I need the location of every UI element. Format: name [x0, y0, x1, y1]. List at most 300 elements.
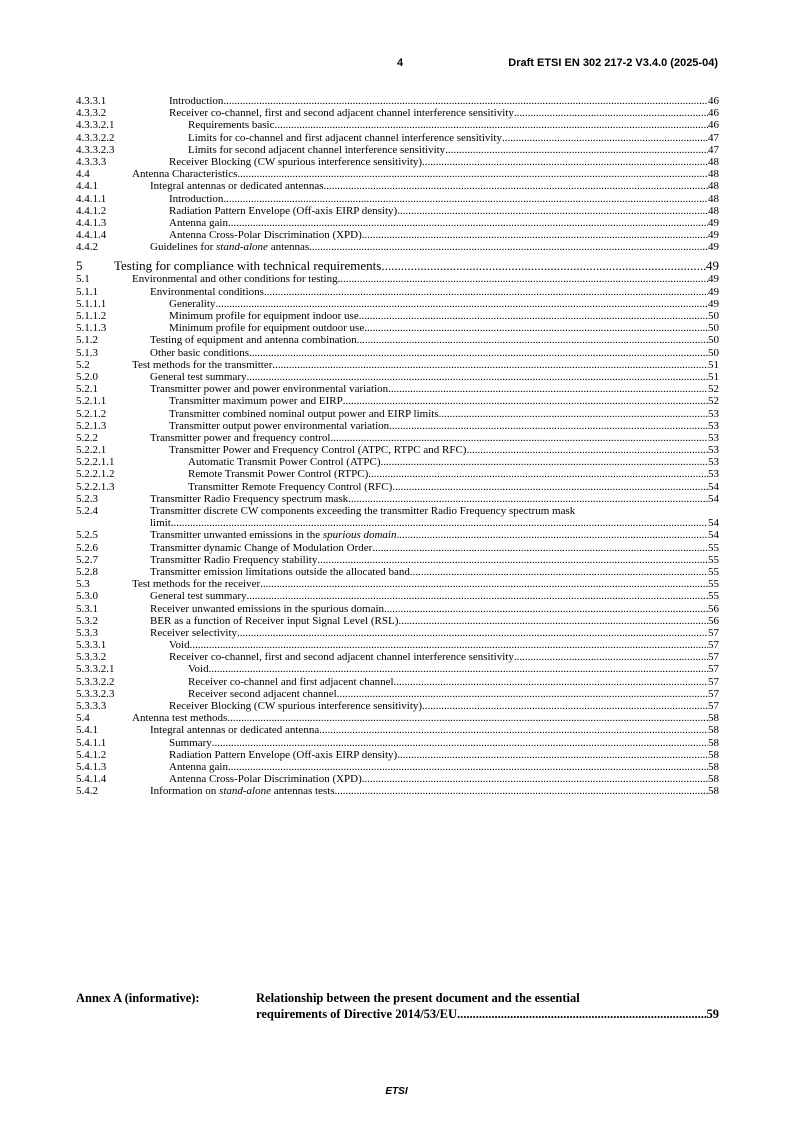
- toc-entry-title-text: Transmitter combined nominal output power and EIRP limits: [169, 407, 439, 420]
- toc-leader-dots: [514, 651, 708, 663]
- toc-entry-title-text: Transmitter power and power environmental variation: [150, 383, 389, 396]
- toc-page-number: 49: [708, 241, 719, 254]
- toc-entry-title: [150, 517, 171, 529]
- toc-page-number: 50: [708, 334, 719, 347]
- toc-entry-title-text: Integral antennas or dedicated antennas: [150, 180, 324, 193]
- toc-entry-title: [132, 359, 272, 371]
- toc-entry-number: 5.3.3.1: [76, 639, 107, 652]
- toc-page-number: 53: [708, 456, 719, 469]
- toc-entry[interactable]: [76, 107, 719, 119]
- toc-page-number: 48: [708, 180, 719, 193]
- toc-entry-title: [150, 505, 575, 517]
- toc-entry-title-text: Receiver Blocking (CW spurious interference sensitivity): [169, 155, 423, 168]
- toc-page-number: 48: [708, 168, 719, 181]
- toc-entry-title: [150, 785, 335, 797]
- toc-leader-dots: [317, 554, 708, 566]
- toc-entry-number: 4.4.1.1: [76, 192, 107, 205]
- toc-entry-title: [169, 310, 359, 322]
- toc-entry-title: [150, 566, 410, 578]
- toc-entry-title: [150, 383, 388, 395]
- toc-entry[interactable]: [76, 119, 719, 131]
- toc-entry-number: 4.4.1: [76, 180, 98, 193]
- toc-entry-title: [150, 180, 323, 192]
- toc-entry-number: 4.3.3.3: [76, 155, 107, 168]
- toc-entry-title: [132, 168, 237, 180]
- toc-entry[interactable]: [76, 615, 719, 627]
- toc-leader-dots: [364, 322, 708, 334]
- toc-entry[interactable]: [76, 773, 719, 785]
- toc-entry-number: 5.2.2.1.2: [76, 468, 115, 481]
- toc-page-number: 58: [708, 724, 719, 737]
- toc-entry-title-italic: spurious domain: [322, 529, 397, 542]
- toc-entry[interactable]: [76, 529, 719, 541]
- toc-page-number: 49: [708, 285, 719, 298]
- toc-entry[interactable]: [76, 456, 719, 468]
- toc-page-number: 53: [708, 468, 719, 481]
- toc-entry-number: 5.2.3: [76, 492, 98, 505]
- page-number: 4: [397, 57, 404, 69]
- toc-entry[interactable]: [76, 676, 719, 688]
- toc-entry[interactable]: [76, 639, 719, 651]
- toc-entry-title-text: Transmitter emission limitations outside the allocated band: [150, 565, 410, 578]
- toc-entry[interactable]: [76, 180, 719, 192]
- toc-entry[interactable]: [76, 542, 719, 554]
- toc-page-number: 53: [708, 444, 719, 457]
- toc-leader-dots: [368, 468, 708, 480]
- toc-leader-dots: [309, 241, 708, 253]
- toc-entry-title: [114, 258, 381, 273]
- toc-entry[interactable]: [76, 144, 719, 156]
- toc-entry[interactable]: [76, 554, 719, 566]
- toc-leader-dots: [223, 95, 708, 107]
- toc-entry-title-text: Transmitter dynamic Change of Modulation Order: [150, 541, 373, 554]
- toc-entry-number: 5.3: [76, 578, 90, 591]
- toc-leader-dots: [264, 286, 708, 298]
- toc-entry-title-text: Receiver co-channel, first and second adjacent channel interference sensitivity: [169, 651, 514, 664]
- toc-entry-title-text: Test methods for the transmitter: [132, 358, 273, 371]
- toc-entry-number: 5.3.1: [76, 602, 98, 615]
- toc-entry-title-text: Receiver co-channel and first adjacent channel: [188, 675, 394, 688]
- toc-leader-dots: [384, 603, 708, 615]
- toc-entry-title-italic: stand-alone: [215, 241, 268, 254]
- toc-entry[interactable]: [76, 700, 719, 712]
- toc-entry-title: [169, 761, 228, 773]
- toc-entry-title-text: Antenna gain: [169, 760, 228, 773]
- toc-entry-title-text: Guidelines for: [150, 241, 216, 254]
- toc-leader-dots: [466, 444, 708, 456]
- toc-entry-title-text: Summary: [169, 736, 212, 749]
- toc-entry[interactable]: [76, 205, 719, 217]
- toc-entry-title: [169, 639, 190, 651]
- toc-entry[interactable]: [76, 156, 719, 168]
- toc-leader-dots: [209, 663, 708, 675]
- toc-entry-number: 5.4.1.3: [76, 760, 107, 773]
- toc-entry[interactable]: [76, 603, 719, 615]
- toc-entry[interactable]: [76, 298, 719, 310]
- toc-entry-title-text: Limits for co-channel and first adjacent channel interference sensitivity: [188, 131, 502, 144]
- toc-page-number: 48: [708, 192, 719, 205]
- toc-entry-title: [169, 444, 466, 456]
- toc-leader-dots: [237, 168, 708, 180]
- toc-leader-dots: [212, 737, 708, 749]
- toc-entry-title-text: Introduction: [169, 95, 224, 107]
- toc-entry-title: [169, 700, 422, 712]
- toc-entry-number: 4.4: [76, 168, 90, 181]
- toc-entry-title: [169, 322, 364, 334]
- toc-entry-title: [150, 554, 317, 566]
- toc-page-number: 54: [708, 529, 719, 542]
- toc-leader-dots: [215, 298, 708, 310]
- toc-page-number: 57: [708, 700, 719, 712]
- toc-entry-title-text: Void: [169, 639, 190, 652]
- toc-entry-title-text: Transmitter output power environmental variation: [169, 419, 390, 432]
- toc-entry-title: [150, 724, 319, 736]
- toc-entry[interactable]: [76, 432, 719, 444]
- toc-entry-title: [132, 712, 227, 724]
- toc-entry[interactable]: [76, 286, 719, 298]
- toc-page-number: 54: [708, 517, 719, 530]
- toc-entry-title-text: General test summary: [150, 590, 247, 603]
- toc-page-number: 57: [708, 663, 719, 676]
- toc-entry-title-text: Transmitter discrete CW components exceeding the transmitter Radio Frequency spectrum mask: [150, 505, 576, 517]
- toc-entry-title: [150, 529, 397, 541]
- toc-page-number: 54: [708, 492, 719, 505]
- toc-entry[interactable]: [76, 371, 719, 383]
- toc-entry-title: [188, 119, 274, 131]
- toc-entry[interactable]: [76, 663, 719, 675]
- toc-entry-title: [188, 663, 209, 675]
- toc-entry[interactable]: [76, 322, 719, 334]
- toc-page-number: 56: [708, 614, 719, 627]
- toc-annex-entry[interactable]: [76, 990, 719, 1022]
- toc-entry[interactable]: [76, 481, 719, 493]
- toc-entry-title: [150, 334, 357, 346]
- toc-leader-dots: [359, 310, 708, 322]
- toc-entry-title: [169, 205, 397, 217]
- toc-entry-title: [150, 286, 264, 298]
- toc-entry-title: [169, 408, 439, 420]
- toc-entry-title: [150, 241, 309, 253]
- toc-entry-title: [150, 590, 247, 602]
- toc-entry[interactable]: [76, 310, 719, 322]
- toc-entry[interactable]: [76, 785, 719, 797]
- toc-entry-title-text: Antenna Characteristics: [132, 168, 238, 181]
- toc-leader-dots: [260, 578, 708, 590]
- toc-entry-title: [169, 737, 212, 749]
- annex-title-line2: [256, 1006, 719, 1022]
- toc-entry-title-text: Antenna test methods: [132, 712, 228, 725]
- toc-page-number: 46: [708, 95, 719, 107]
- toc-entry[interactable]: [76, 724, 719, 736]
- toc-leader-dots: [319, 724, 708, 736]
- toc-entry[interactable]: [76, 688, 719, 700]
- toc-leader-dots: [337, 688, 708, 700]
- toc-page-number: 50: [708, 346, 719, 359]
- toc-leader-dots: [439, 408, 708, 420]
- toc-entry-title-text: Environmental and other conditions for testing: [132, 273, 338, 286]
- toc-entry-number: 5.2.1: [76, 383, 98, 396]
- toc-entry-number: 4.4.1.4: [76, 229, 107, 242]
- toc-entry-number: 5.1.2: [76, 334, 98, 347]
- toc-entry[interactable]: [76, 241, 719, 253]
- toc-entry-title: [132, 273, 338, 285]
- toc-entry[interactable]: [76, 383, 719, 395]
- toc-entry-number: 4.3.3.1: [76, 95, 107, 107]
- toc-entry-number: 5.4.1.4: [76, 773, 107, 786]
- toc-entry-title-text: Receiver second adjacent channel: [188, 687, 337, 700]
- toc-entry-title: [188, 468, 368, 480]
- toc-entry-number: 5.1.3: [76, 346, 98, 359]
- toc-entry-number: 5.1.1.1: [76, 297, 107, 310]
- toc-leader-dots: [445, 144, 708, 156]
- toc-entry-title-text: antennas: [267, 241, 310, 254]
- toc-entry-title-text: Integral antennas or dedicated antenna: [150, 724, 320, 737]
- toc-entry-title-text: limit: [150, 517, 171, 530]
- document-id: Draft ETSI EN 302 217-2 V3.4.0 (2025-04): [508, 57, 718, 69]
- toc-entry-title: [169, 395, 343, 407]
- annex-page-number: 59: [706, 1007, 719, 1021]
- toc-leader-dots: [397, 529, 709, 541]
- toc-leader-dots: [323, 180, 708, 192]
- toc-entry-number: 5.2.2.1.1: [76, 456, 115, 469]
- toc-entry-number: 5.2.5: [76, 529, 98, 542]
- toc-entry-title: [188, 132, 502, 144]
- toc-entry-title-text: Transmitter power and frequency control: [150, 431, 331, 444]
- toc-entry-title-text: Testing for compliance with technical requirements: [114, 258, 382, 274]
- toc-entry-number: 5.2.8: [76, 565, 98, 578]
- toc-entry-title: [150, 371, 247, 383]
- toc-leader-dots: [397, 205, 708, 217]
- toc-entry-number: 5.3.3.2: [76, 651, 107, 664]
- toc-leader-dots: [362, 773, 708, 785]
- toc-entry-title-text: Requirements basic: [188, 119, 275, 132]
- toc-page-number: 58: [708, 736, 719, 749]
- toc-entry[interactable]: [76, 193, 719, 205]
- toc-entry-number: 5.3.3.2.3: [76, 687, 115, 700]
- toc-entry-number: 5.3.3: [76, 626, 98, 639]
- toc-entry-title: [132, 578, 260, 590]
- toc-entry[interactable]: [76, 395, 719, 407]
- toc-entry-number: 5.2.7: [76, 553, 98, 566]
- toc-entry-number: 5.4.1.1: [76, 736, 107, 749]
- toc-leader-dots: [272, 359, 708, 371]
- toc-leader-dots: [330, 432, 708, 444]
- toc-entry-title: [188, 144, 445, 156]
- toc-page-number: 55: [708, 565, 719, 578]
- toc-entry-number: 5.1.1.2: [76, 310, 107, 322]
- toc-entry[interactable]: [76, 737, 719, 749]
- toc-entry-number: 5.1.1: [76, 285, 98, 298]
- toc-entry[interactable]: [76, 420, 719, 432]
- toc-entry-number: 4.3.3.2.2: [76, 131, 115, 144]
- toc-entry-number: 5.2.4: [76, 505, 98, 517]
- toc-page-number: 57: [708, 651, 719, 664]
- toc-entry-number: 5.2.2.1: [76, 444, 107, 457]
- toc-entry-title: [169, 229, 362, 241]
- toc-page-number: 55: [708, 578, 719, 591]
- toc-entry-title-text: Testing of equipment and antenna combination: [150, 334, 357, 347]
- toc-entry[interactable]: [76, 578, 719, 590]
- toc-page-number: 58: [708, 748, 719, 761]
- toc-entry[interactable]: [76, 217, 719, 229]
- toc-entry[interactable]: [76, 761, 719, 773]
- toc-entry-title: [150, 347, 249, 359]
- toc-entry-title: [169, 773, 362, 785]
- toc-entry-number: 5.1: [76, 273, 90, 286]
- toc-entry-number: 5.3.3.3: [76, 700, 107, 712]
- toc-entry-title: [169, 193, 223, 205]
- toc-entry-title: [188, 481, 392, 493]
- toc-entry[interactable]: [76, 651, 719, 663]
- toc-entry[interactable]: [76, 168, 719, 180]
- toc-entry-title: [188, 456, 381, 468]
- toc-entry[interactable]: [76, 229, 719, 241]
- toc-entry-title-text: Minimum profile for equipment indoor use: [169, 310, 359, 322]
- toc-entry-title-text: Antenna Cross-Polar Discrimination (XPD): [169, 229, 362, 242]
- toc-entry[interactable]: [76, 517, 719, 529]
- toc-entry[interactable]: [76, 347, 719, 359]
- toc-entry-title-text: Radiation Pattern Envelope (Off-axis EIRP density): [169, 204, 398, 217]
- toc-entry[interactable]: [76, 712, 719, 724]
- toc-page-number: 49: [708, 273, 719, 286]
- toc-leader-dots: [247, 371, 708, 383]
- annex-label: Annex A (informative):: [76, 991, 200, 1005]
- toc-entry-number: 5.2.2.1.3: [76, 480, 115, 493]
- toc-leader-dots: [343, 395, 708, 407]
- toc-entry-number: 5.3.3.2.2: [76, 675, 115, 688]
- toc-leader-dots: [338, 273, 708, 285]
- toc-leader-dots: [372, 542, 708, 554]
- toc-entry-title-text: Receiver selectivity: [150, 626, 238, 639]
- toc-page-number: 58: [708, 712, 719, 725]
- toc-entry[interactable]: [76, 468, 719, 480]
- toc-entry-title: [150, 493, 348, 505]
- toc-entry-title-text: Receiver unwanted emissions in the spurious domain: [150, 602, 385, 615]
- toc-leader-dots: [392, 481, 708, 493]
- toc-page-number: 53: [708, 431, 719, 444]
- toc-entry[interactable]: [76, 95, 719, 107]
- annex-title-line1: Relationship between the present document and the essential: [256, 991, 580, 1005]
- toc-leader-dots: [422, 156, 708, 168]
- toc-entry-number: 5.4.2: [76, 785, 98, 798]
- toc-leader-dots: [381, 258, 706, 273]
- toc-entry-title: [188, 676, 394, 688]
- toc-entry-title: [169, 298, 215, 310]
- toc-entry-number: 5.2: [76, 358, 90, 371]
- toc-leader-dots: [514, 107, 708, 119]
- toc-entry-title-text: Test methods for the receiver: [132, 578, 261, 591]
- toc-leader-dots: [397, 749, 708, 761]
- toc-entry-title-text: Transmitter unwanted emissions in the: [150, 529, 323, 542]
- toc-entry-number: 5.2.2: [76, 431, 98, 444]
- toc-page-number: 47: [708, 131, 719, 144]
- toc-entry[interactable]: [76, 444, 719, 456]
- toc-entry-title: [150, 432, 330, 444]
- toc-entry-title-text: Transmitter maximum power and EIRP: [169, 395, 343, 408]
- toc-page-number: 46: [708, 119, 719, 132]
- toc-entry-title-text: Other basic conditions: [150, 346, 249, 359]
- toc-page-number: 56: [708, 602, 719, 615]
- toc-entry-title-text: Automatic Transmit Power Control (ATPC): [188, 456, 381, 469]
- toc-entry[interactable]: [76, 334, 719, 346]
- page-footer: ETSI: [385, 1086, 408, 1097]
- toc-entry[interactable]: [76, 505, 719, 517]
- toc-entry-number: 4.3.3.2.1: [76, 119, 115, 132]
- toc-leader-dots: [381, 456, 708, 468]
- toc-leader-dots: [398, 615, 708, 627]
- toc-page-number: 58: [708, 785, 719, 798]
- toc-leader-dots: [228, 761, 708, 773]
- toc-leader-dots: [223, 193, 708, 205]
- toc-page-number: 57: [708, 626, 719, 639]
- toc-page-number: 57: [708, 687, 719, 700]
- toc-leader-dots: [237, 627, 708, 639]
- page-header: [76, 57, 718, 73]
- toc-entry-number: 4.3.3.2.3: [76, 143, 115, 156]
- toc-page-number: 51: [708, 370, 719, 383]
- toc-page-number: 52: [708, 395, 719, 408]
- toc-page-number: 57: [708, 639, 719, 652]
- toc-entry[interactable]: [76, 359, 719, 371]
- toc-entry[interactable]: [76, 493, 719, 505]
- toc-page-number: 48: [708, 204, 719, 217]
- toc-leader-dots: [171, 517, 708, 529]
- toc-entry-number: 5.2.1.1: [76, 395, 107, 408]
- toc-leader-dots: [348, 493, 708, 505]
- toc-entry-title-text: Antenna Cross-Polar Discrimination (XPD): [169, 773, 362, 786]
- toc-page-number: 50: [708, 310, 719, 322]
- toc-entry-title: [188, 688, 337, 700]
- toc-page-number: 54: [708, 480, 719, 493]
- toc-entry-title-text: BER as a function of Receiver input Signal Level (RSL): [150, 614, 399, 627]
- toc-entry[interactable]: [76, 258, 719, 273]
- toc-page-number: 48: [708, 155, 719, 168]
- toc-entry[interactable]: [76, 627, 719, 639]
- toc-entry[interactable]: [76, 590, 719, 602]
- toc-entry-title-text: Transmitter Remote Frequency Control (RFC): [188, 480, 393, 493]
- toc-page-number: 58: [708, 760, 719, 773]
- toc-entry-title-text: Generality: [169, 297, 216, 310]
- toc-entry-number: 4.3.3.2: [76, 107, 107, 120]
- annex-title: [256, 990, 719, 1022]
- toc-page-number: 55: [708, 590, 719, 603]
- toc-entry[interactable]: [76, 132, 719, 144]
- toc-leader-dots: [388, 383, 708, 395]
- toc-page-number: 49: [706, 258, 719, 274]
- toc-entry-number: 5.4.1.2: [76, 748, 107, 761]
- toc-entry-title-text: Environmental conditions: [150, 285, 264, 298]
- toc-leader-dots: [335, 785, 708, 797]
- toc-entry-title-text: Receiver Blocking (CW spurious interference sensitivity): [169, 700, 423, 712]
- toc-entry-title-text: antennas tests: [271, 785, 335, 798]
- toc-leader-dots: [249, 347, 708, 359]
- toc-entry-title-text: Transmitter Power and Frequency Control (ATPC, RTPC and RFC): [169, 444, 467, 457]
- toc-leader-dots: [389, 420, 708, 432]
- toc-page-number: 47: [708, 143, 719, 156]
- toc-entry[interactable]: [76, 566, 719, 578]
- toc-entry[interactable]: [76, 749, 719, 761]
- toc-leader-dots: [457, 1006, 706, 1022]
- toc-entry[interactable]: [76, 408, 719, 420]
- toc-entry-title-text: Transmitter Radio Frequency spectrum mask: [150, 492, 349, 505]
- toc-entry-number: 5.3.2: [76, 614, 98, 627]
- annex-title-line2-text: requirements of Directive 2014/53/EU: [256, 1007, 458, 1021]
- toc-leader-dots: [227, 712, 708, 724]
- toc-entry[interactable]: [76, 273, 719, 285]
- toc-entry-number: 4.4.2: [76, 241, 98, 254]
- toc-page-number: 51: [708, 358, 719, 371]
- toc-entry-title-text: Introduction: [169, 192, 224, 205]
